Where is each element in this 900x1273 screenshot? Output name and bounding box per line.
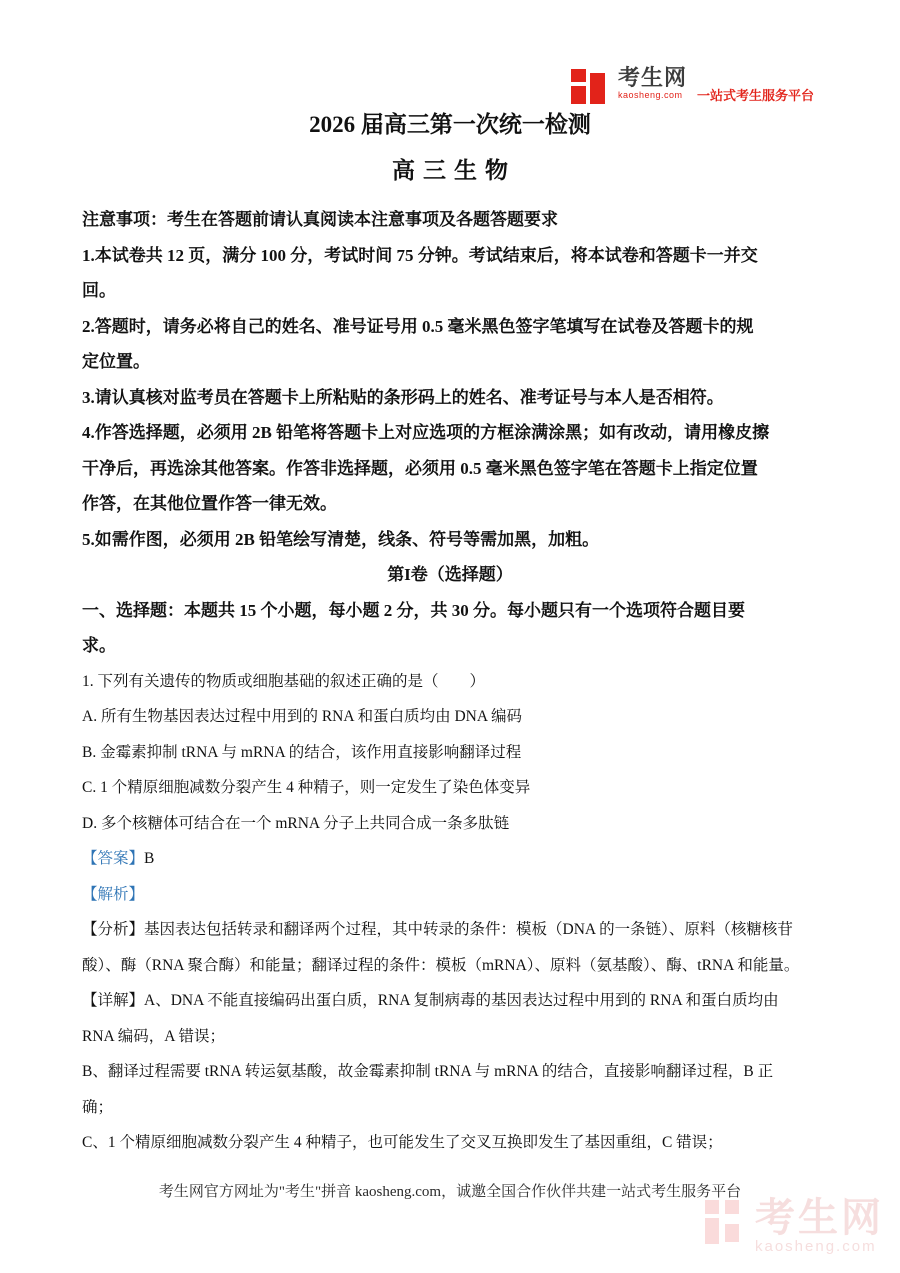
- document-line: [82, 948, 818, 984]
- document-line: [82, 735, 818, 771]
- doc-subtitle: 高三生物: [392, 158, 516, 183]
- brand-domain: kaosheng.com: [617, 90, 683, 100]
- document-line: [82, 557, 818, 593]
- document-line: [82, 806, 818, 842]
- document-line: [82, 380, 818, 416]
- document-line: [82, 1019, 818, 1055]
- text-run: 【答案】: [82, 850, 145, 867]
- text-run: 干净后，再选涂其他答案。作答非选择题，必须用 0.5 毫米黑色签字笔在答题卡上指定位置: [82, 458, 758, 478]
- watermark-logo-icon: [705, 1198, 743, 1246]
- brand-text-block: [618, 66, 687, 101]
- document-line: [82, 415, 818, 451]
- kaosheng-logo-icon: [571, 66, 611, 106]
- text-run: 回。: [82, 281, 116, 300]
- text-run: 【详解】A、DNA 不能直接编码出蛋白质，RNA 复制病毒的基因表达过程中用到的 RNA 和蛋白质均由: [82, 992, 779, 1009]
- text-run: 【分析】基因表达包括转录和翻译两个过程，其中转录的条件：模板（DNA 的一条链）、原料（核糖核苷: [82, 921, 793, 938]
- text-run: 求。: [82, 636, 116, 655]
- document-line: [82, 1054, 818, 1090]
- watermark-logo: [705, 1198, 884, 1255]
- text-run: C. 1 个精原细胞减数分裂产生 4 种精子，则一定发生了染色体变异: [82, 779, 531, 796]
- text-run: 4.作答选择题，必须用 2B 铅笔将答题卡上对应选项的方框涂满涂黑；如有改动，请用橡皮擦: [82, 423, 770, 442]
- text-run: D. 多个核糖体可结合在一个 mRNA 分子上共同合成一条多肽链: [82, 814, 510, 832]
- text-run: 1. 下列有关遗传的物质或细胞基础的叙述正确的是（ ）: [82, 672, 486, 690]
- document-line: [82, 273, 818, 309]
- text-run: C、1 个精原细胞减数分裂产生 4 种精子，也可能发生了交叉互换即发生了基因重组，C 错误；: [82, 1134, 723, 1151]
- document-line: [82, 1125, 818, 1161]
- document-line: [82, 522, 818, 558]
- footer-note: 考生网官方网址为"考生"拼音 kaosheng.com，诚邀全国合作伙伴共建一站式考生服务平台: [158, 1184, 742, 1200]
- watermark-text-block: [755, 1198, 884, 1255]
- document-body: [82, 202, 818, 1161]
- text-run: 1.本试卷共 12 页，满分 100 分，考试时间 75 分钟。考试结束后，将本试卷和答题卡一并交: [82, 245, 758, 265]
- text-run: 一、选择题：本题共 15 个小题，每小题 2 分，共 30 分。每小题只有一个选项符合题目要: [82, 600, 745, 620]
- document-line: [82, 628, 818, 664]
- text-run: 【解析】: [82, 885, 145, 903]
- document-line: [82, 770, 818, 806]
- document-line: [82, 202, 818, 238]
- text-run: B. 金霉素抑制 tRNA 与 mRNA 的结合，该作用直接影响翻译过程: [82, 743, 522, 761]
- document-line: [82, 877, 818, 913]
- text-run: B: [144, 850, 155, 867]
- text-run: 作答，在其他位置作答一律无效。: [82, 494, 337, 513]
- text-run: A. 所有生物基因表达过程中用到的 RNA 和蛋白质均由 DNA 编码: [82, 708, 523, 725]
- document-line: [82, 699, 818, 735]
- document-line: [82, 912, 818, 948]
- text-run: 2.答题时，请务必将自己的姓名、准号证号用 0.5 毫米黑色签字笔填写在试卷及答题卡的规: [82, 316, 754, 336]
- document-line: [82, 309, 818, 345]
- document-line: [82, 451, 818, 487]
- document-line: [82, 1090, 818, 1126]
- text-run: 注意事项：考生在答题前请认真阅读本注意事项及各题答题要求: [82, 210, 558, 229]
- text-run: 定位置。: [82, 352, 150, 371]
- text-run: 3.请认真核对监考员在答题卡上所粘贴的条形码上的姓名、准考证号与本人是否相符。: [82, 387, 724, 407]
- document-line: [82, 983, 818, 1019]
- document-line: [82, 841, 818, 877]
- brand-logo: [571, 66, 814, 106]
- document-line: [82, 486, 818, 522]
- text-run: B、翻译过程需要 tRNA 转运氨基酸，故金霉素抑制 tRNA 与 mRNA 的结合，直接影响翻译过程，B 正: [82, 1063, 774, 1080]
- document-line: [82, 344, 818, 380]
- brand-tagline: 一站式考生服务平台: [696, 88, 814, 103]
- text-run: RNA 编码，A 错误；: [82, 1027, 225, 1045]
- text-run: 确；: [82, 1098, 114, 1116]
- text-run: 第I卷（选择题）: [387, 565, 513, 584]
- document-line: [82, 593, 818, 629]
- text-run: 酸）、酶（RNA 聚合酶）和能量；翻译过程的条件：模板（mRNA）、原料（氨基酸）、酶、tRNA 和能量。: [82, 956, 800, 974]
- text-run: 5.如需作图，必须用 2B 铅笔绘写清楚，线条、符号等需加黑，加粗。: [82, 529, 600, 549]
- document-line: [82, 664, 818, 700]
- document-line: [82, 238, 818, 274]
- doc-title: 2026 届高三第一次统一检测: [309, 112, 591, 137]
- watermark-brand: 考生网: [755, 1196, 884, 1240]
- watermark-domain: kaosheng.com: [755, 1238, 877, 1255]
- brand-name: 考生网: [617, 65, 687, 90]
